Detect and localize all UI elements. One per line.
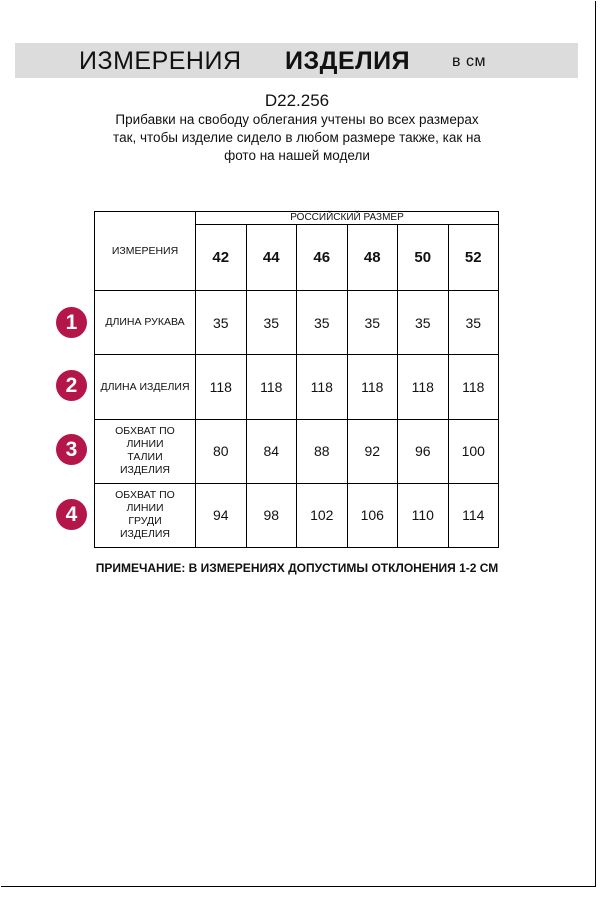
size-col-46: 46 bbox=[297, 225, 348, 291]
table-cell: 80 bbox=[196, 419, 247, 483]
size-col-42: 42 bbox=[196, 225, 247, 291]
tolerance-remark: ПРИМЕЧАНИЕ: В ИЗМЕРЕНИЯХ ДОПУСТИМЫ ОТКЛОНЕНИЯ 1-2 СМ bbox=[95, 561, 499, 575]
row-number-badge-2: 2 bbox=[56, 370, 87, 401]
fit-note bbox=[0, 111, 594, 165]
row-label-product-length: ДЛИНА ИЗДЕЛИЯ bbox=[95, 355, 196, 419]
table-cell: 118 bbox=[448, 355, 499, 419]
table-cell: 118 bbox=[246, 355, 297, 419]
title-banner bbox=[15, 43, 578, 78]
table-cell: 35 bbox=[196, 291, 247, 355]
size-col-44: 44 bbox=[246, 225, 297, 291]
row-label-waist-girth bbox=[95, 419, 196, 483]
size-col-50: 50 bbox=[398, 225, 449, 291]
table-cell: 94 bbox=[196, 483, 247, 547]
size-col-48: 48 bbox=[347, 225, 398, 291]
table-cell: 35 bbox=[398, 291, 449, 355]
row-label-text: ОБХВАТ ПО ЛИНИИ ТАЛИИ ИЗДЕЛИЯ bbox=[115, 425, 175, 477]
table-row bbox=[95, 291, 499, 355]
title-word-measurements: ИЗМЕРЕНИЯ bbox=[79, 47, 242, 75]
table-cell: 118 bbox=[398, 355, 449, 419]
table-cell: 114 bbox=[448, 483, 499, 547]
size-col-52: 52 bbox=[448, 225, 499, 291]
row-number-badge-1: 1 bbox=[56, 307, 87, 338]
title-unit: в см bbox=[452, 53, 486, 70]
table-cell: 35 bbox=[448, 291, 499, 355]
table-cell: 110 bbox=[398, 483, 449, 547]
table-cell: 35 bbox=[297, 291, 348, 355]
table-cell: 100 bbox=[448, 419, 499, 483]
row-number-badge-4: 4 bbox=[56, 499, 87, 530]
table-row bbox=[95, 483, 499, 547]
table-cell: 118 bbox=[196, 355, 247, 419]
measure-header: ИЗМЕРЕНИЯ bbox=[95, 212, 196, 291]
fit-note-line: так, чтобы изделие сидело в любом размере также, как на bbox=[113, 130, 481, 145]
table-cell: 92 bbox=[347, 419, 398, 483]
table-cell: 88 bbox=[297, 419, 348, 483]
size-table bbox=[94, 211, 499, 548]
table-cell: 118 bbox=[347, 355, 398, 419]
table-cell: 35 bbox=[246, 291, 297, 355]
table-cell: 96 bbox=[398, 419, 449, 483]
table-cell: 98 bbox=[246, 483, 297, 547]
table-cell: 118 bbox=[297, 355, 348, 419]
table-cell: 106 bbox=[347, 483, 398, 547]
row-label-sleeve-length: ДЛИНА РУКАВА bbox=[95, 291, 196, 355]
product-code: D22.256 bbox=[264, 91, 330, 110]
row-label-text: ОБХВАТ ПО ЛИНИИ ГРУДИ ИЗДЕЛИЯ bbox=[115, 489, 175, 541]
table-cell: 84 bbox=[246, 419, 297, 483]
table-row bbox=[95, 355, 499, 419]
row-label-chest-girth bbox=[95, 483, 196, 547]
table-row bbox=[95, 419, 499, 483]
table-cell: 35 bbox=[347, 291, 398, 355]
table-cell: 102 bbox=[297, 483, 348, 547]
title-word-product: ИЗДЕЛИЯ bbox=[285, 47, 411, 75]
fit-note-line: фото на нашей модели bbox=[224, 148, 370, 163]
size-header: РОССИЙСКИЙ РАЗМЕР bbox=[196, 212, 499, 225]
row-number-badge-3: 3 bbox=[56, 434, 87, 465]
fit-note-line: Прибавки на свободу облегания учтены во всех размерах bbox=[115, 112, 479, 127]
